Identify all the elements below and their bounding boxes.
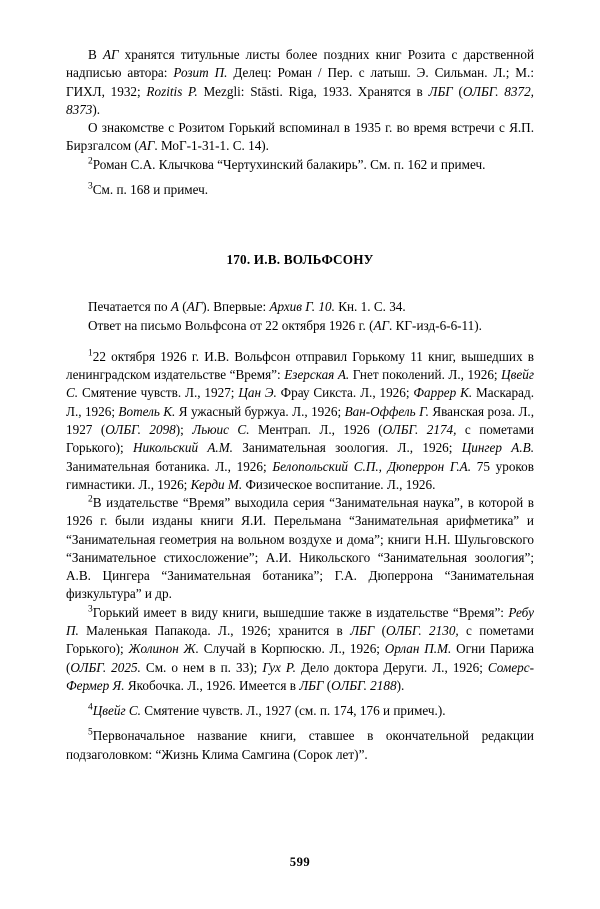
footnote: [66, 348, 534, 494]
footnote-marker: 1: [88, 348, 93, 359]
footnote-text: В издательстве “Время” выходила серия “Занимательная наука”, в которой в 1926 г. были изданы книги Я.И. Перельмана “Занимательная арифметика” и “Занимательная геометрия на вольном воздухе и дома”; книги Н.Н. Шульговского “Занимательное стихосложение”; А.И. Никольского “Занимательная зоология”; А.В. Цингера “Занимательная ботаника”; Г.А. Дюперрона “Занимательная физкультура” и др.: [66, 495, 534, 602]
footnote: [66, 181, 534, 199]
footnote-marker: 2: [88, 494, 93, 505]
footnote-text: Роман С.А. Клычкова “Чертухинский балакирь”. См. п. 162 и примеч.: [92, 156, 486, 172]
paragraph: В АГ хранятся титульные листы более поздних книг Розита с дарственной надписью автора: Розит П. Делец: Роман / Пер. с латыш. Э. Сильман. Л.; М.: ГИХЛ, 1932; Rozitis P. Mezgli: Stāsti. Riga, 1933. Хранятся в ЛБГ (ОЛБГ. 8372, 8373).: [66, 47, 535, 117]
paragraph: Ответ на письмо Вольфсона от 22 октября 1926 г. (АГ. КГ-изд-6-6-11).: [88, 317, 482, 333]
footnote: [66, 702, 534, 720]
page-number: 599: [289, 855, 311, 869]
footnote-marker: 5: [88, 728, 93, 739]
footnote-text: 22 октября 1926 г. И.В. Вольфсон отправил Горькому 11 книг, вышедших в ленинградском издательстве “Время”: Езерская А. Гнет поколений. Л., 1926; Цвейг С. Смятение чувств. Л., 1927; Цан Э. Фрау Сикста. Л., 1926; Фаррер К. Маскарад. Л., 1926; Вотель К. Я ужасный буржуа. Л., 1926; Ван-Оффель Г. Яванская роза. Л., 1927 (ОЛБГ. 2098); Льюис С. Ментрап. Л., 1926 (ОЛБГ. 2174, с пометами Горького); Никольский А.М. Занимательная зоология. Л., 1926; Цингер А.В. Занимательная ботаника. Л., 1926; Белопольский С.П., Дюперрон Г.А. 75 уроков гимнастики. Л., 1926; Керди М. Физическое воспитание. Л., 1926.: [66, 348, 534, 492]
footnote-marker: 2: [88, 156, 93, 167]
footnote: [66, 604, 534, 695]
footnote-marker: 3: [88, 604, 93, 615]
footnote: [66, 156, 534, 174]
text-column-section: [66, 298, 534, 764]
paragraph: Печатается по А (АГ). Впервые: Архив Г. 10. Кн. 1. С. 34.: [88, 299, 406, 315]
footnote-text: Горький имеет в виду книги, вышедшие также в издательстве “Время”: Ребу П. Маленькая Папакода. Л., 1926; хранится в ЛБГ (ОЛБГ. 2130, с пометами Горького); Жолинон Ж. Случай в Корпюскю. Л., 1926; Орлан П.М. Огни Парижа (ОЛБГ. 2025. См. о нем в п. 33); Гух Р. Дело доктора Деруги. Л., 1926; Сомерс-Фермер Я. Якобочка. Л., 1926. Имеется в ЛБГ (ОЛБГ. 2188).: [66, 604, 535, 693]
footnote-text: Первоначальное название книги, ставшее в окончательной редакции подзаголовком: “Жизнь Клима Самгина (Сорок лет)”.: [66, 728, 534, 762]
paragraph: О знакомстве с Розитом Горький вспоминал в 1935 г. во время встречи с Я.П. Бирзгалсом (АГ. МоГ-1-31-1. С. 14).: [66, 120, 534, 154]
footnote: [66, 727, 534, 764]
text-column-top: [66, 46, 534, 199]
footnote-text: См. п. 168 и примеч.: [92, 181, 209, 197]
footnote-marker: 3: [88, 181, 93, 192]
footnote-text: Цвейг С. Смятение чувств. Л., 1927 (см. п. 174, 176 и примеч.).: [92, 703, 446, 719]
footnote: [66, 494, 534, 604]
footnote-marker: 4: [88, 702, 93, 713]
section-heading: 170. И.В. ВОЛЬФСОНУ: [226, 252, 374, 268]
